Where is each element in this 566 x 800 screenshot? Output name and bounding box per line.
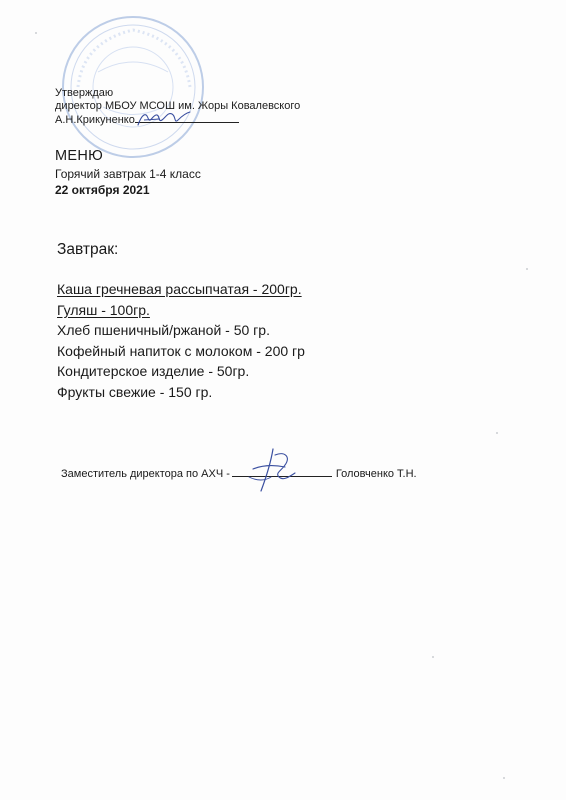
scan-speck	[496, 432, 498, 434]
meal-item: Каша гречневая рассыпчатая - 200гр.	[57, 281, 302, 297]
deputy-signature-icon	[245, 447, 305, 495]
meal-item: Кофейный напиток с молоком - 200 гр	[57, 342, 305, 359]
deputy-name: Головченко Т.Н.	[335, 468, 417, 480]
approval-director-title: директор МБОУ МСОШ им. Жоры Ковалевского	[55, 99, 301, 112]
menu-title: МЕНЮ	[55, 148, 104, 164]
meal-item: Фрукты свежие - 150 гр.	[57, 383, 213, 400]
scan-speck	[526, 268, 528, 270]
scan-speck	[503, 777, 505, 779]
meal-item: Гуляш - 100гр.	[57, 301, 150, 318]
deputy-signature-row	[61, 467, 417, 480]
scan-speck	[35, 32, 37, 34]
meal-item: Кондитерское изделие - 50гр.	[57, 363, 250, 379]
menu-subtitle: Горячий завтрак 1-4 класс	[55, 167, 201, 181]
meal-items-list	[57, 279, 305, 402]
approval-director-name: А.Н.Крикуненко	[55, 114, 135, 126]
menu-date: 22 октября 2021	[55, 183, 150, 197]
meal-item: Хлеб пшеничный/ржаной - 50 гр.	[57, 322, 270, 338]
approval-heading: Утверждаю	[55, 87, 114, 99]
deputy-role: Заместитель директора по АХЧ -	[61, 468, 230, 480]
meal-heading: Завтрак:	[57, 241, 119, 258]
scan-speck	[432, 656, 434, 658]
director-signature-icon	[134, 108, 194, 130]
